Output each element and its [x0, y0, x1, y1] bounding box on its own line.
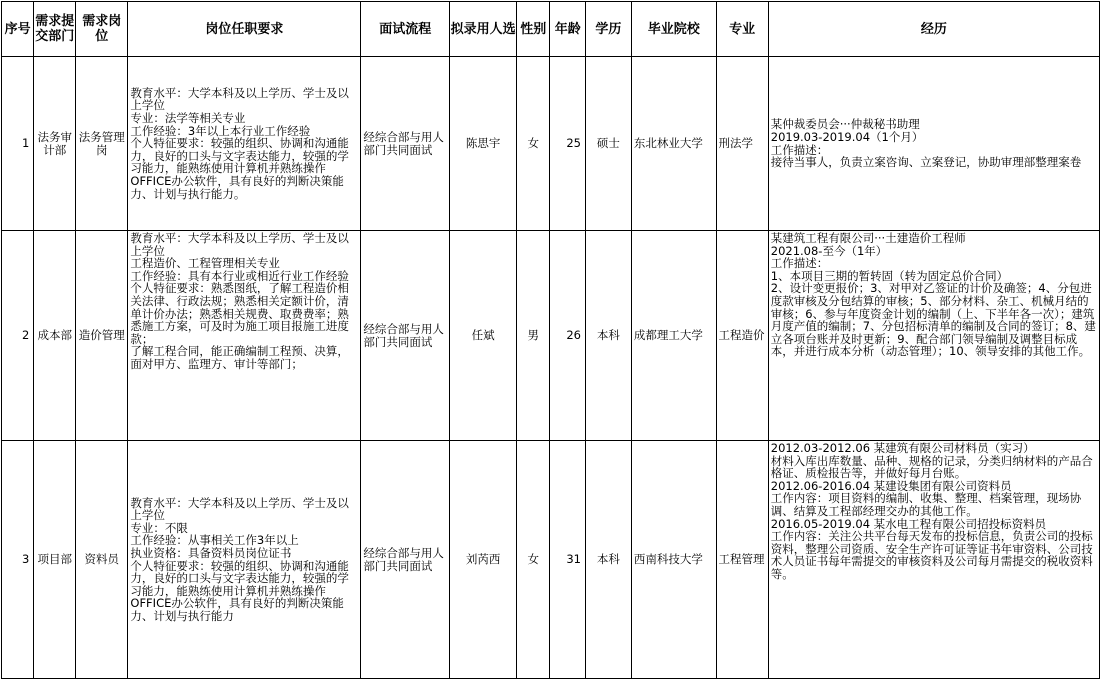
header-requirements: 岗位任职要求 — [128, 2, 361, 57]
table-row — [2, 57, 1100, 231]
row-major: 工程造价 — [716, 231, 768, 441]
row-post: 资料员 — [76, 441, 128, 679]
row-interview: 经综合部与用人部门共同面试 — [361, 57, 450, 231]
row-dept: 成本部 — [34, 231, 76, 441]
recruitment-table — [1, 1, 1100, 679]
row-requirements: 教育水平：大学本科及以上学历、学士及以上学位 专业：法学等相关专业 工作经验：3年以上本行业工作经验 个人特征要求：较强的组织、协调和沟通能力，良好的口头与文字表达能力，较强的学习能力，能熟练使用计算机并熟练操作OFFICE办公软件，具有良好的判断决策能力、计划与执行能力。 — [128, 57, 361, 231]
row-requirements: 教育水平：大学本科及以上学历、学士及以上学位 专业：不限 工作经验：从事相关工作3年以上 执业资格：具备资料员岗位证书 个人特征要求：较强的组织、协调和沟通能力，良好的口头与文字表达能力，较强的学习能力，能熟练使用计算机并熟练操作OFFICE办公软件，具有良好的判断决策能力、计划与执行能力 — [128, 441, 361, 679]
row-candidate: 刘芮西 — [450, 441, 517, 679]
row-interview: 经综合部与用人部门共同面试 — [361, 441, 450, 679]
row-experience: 某建筑工程有限公司···土建造价工程师 2021.08-至今（1年） 工作描述： 1、本项目三期的暂转固（转为固定总价合同） 2、设计变更报价；3、对甲对乙签证的计价及确签；4、分包进度款审核及分包结算的审核；5、部分材料、杂工、机械月结的审核；6、参与年度资金计划的编制（上、下半年各一次）；建筑月度产值的编制；7、分包招标清单的编制及合同的签订；8、建立各项台账并及时更新；9、配合部门领导编制及调整目标成本，并进行成本分析（动态管理）；10、领导安排的其他工作。 — [768, 231, 1099, 441]
row-requirements: 教育水平：大学本科及以上学历、学士及以上学位 工程造价、工程管理相关专业 工作经验：具有本行业或相近行业工作经验 个人特征要求：熟悉图纸，了解工程造价相关法律、行政法规；熟悉相关定额计价，清单计价办法；熟悉相关规费、取费费率；熟悉施工方案，可及时为施工项目报施工进度款； 了解工程合同，能正确编制工程预、决算，面对甲方、监理方、审计等部门； — [128, 231, 361, 441]
row-major: 工程管理 — [716, 441, 768, 679]
row-education: 硕士 — [585, 57, 631, 231]
row-post: 法务管理岗 — [76, 57, 128, 231]
header-education: 学历 — [585, 2, 631, 57]
header-major: 专业 — [716, 2, 768, 57]
header-interview: 面试流程 — [361, 2, 450, 57]
row-seq: 2 — [2, 231, 34, 441]
row-experience: 某仲裁委员会···仲裁秘书助理 2019.03-2019.04（1个月） 工作描述： 接待当事人，负责立案咨询、立案登记，协助审理部整理案卷 — [768, 57, 1099, 231]
table-row — [2, 231, 1100, 441]
row-candidate: 任斌 — [450, 231, 517, 441]
header-post: 需求岗位 — [76, 2, 128, 57]
row-age: 26 — [550, 231, 586, 441]
row-seq: 3 — [2, 441, 34, 679]
header-row — [2, 2, 1100, 57]
header-experience: 经历 — [768, 2, 1099, 57]
header-gender: 性别 — [517, 2, 550, 57]
table-row — [2, 441, 1100, 679]
row-dept: 法务审计部 — [34, 57, 76, 231]
row-major: 刑法学 — [716, 57, 768, 231]
row-post: 造价管理 — [76, 231, 128, 441]
header-school: 毕业院校 — [631, 2, 716, 57]
row-interview: 经综合部与用人部门共同面试 — [361, 231, 450, 441]
row-age: 25 — [550, 57, 586, 231]
header-candidate: 拟录用人选 — [450, 2, 517, 57]
header-seq: 序号 — [2, 2, 34, 57]
row-school: 西南科技大学 — [631, 441, 716, 679]
row-gender: 男 — [517, 231, 550, 441]
row-gender: 女 — [517, 57, 550, 231]
row-school: 成都理工大学 — [631, 231, 716, 441]
row-education: 本科 — [585, 441, 631, 679]
row-experience: 2012.03-2012.06 某建筑有限公司材料员（实习） 材料入库出库数量、品种、规格的记录，分类归纳材料的产品合格证、质检报告等，并做好每月台账。 2012.06-2016.04 某建设集团有限公司资料员 工作内容：项目资料的编制、收集、整理、档案管理，现场协调、结算及工程部经理交办的其他工作。 2016.05-2019.04 某水电工程有限公司招投标资料员 工作内容：关注公共平台每天发布的投标信息，负责公司的投标资料，整理公司资质、安全生产许可证等证书年审资料、公司技术人员证书每年需提交的审核资料及公司每月需提交的税收资料等。 — [768, 441, 1099, 679]
header-dept: 需求提交部门 — [34, 2, 76, 57]
row-age: 31 — [550, 441, 586, 679]
row-dept: 项目部 — [34, 441, 76, 679]
row-school: 东北林业大学 — [631, 57, 716, 231]
row-education: 本科 — [585, 231, 631, 441]
row-gender: 女 — [517, 441, 550, 679]
row-seq: 1 — [2, 57, 34, 231]
header-age: 年龄 — [550, 2, 586, 57]
row-candidate: 陈思宇 — [450, 57, 517, 231]
